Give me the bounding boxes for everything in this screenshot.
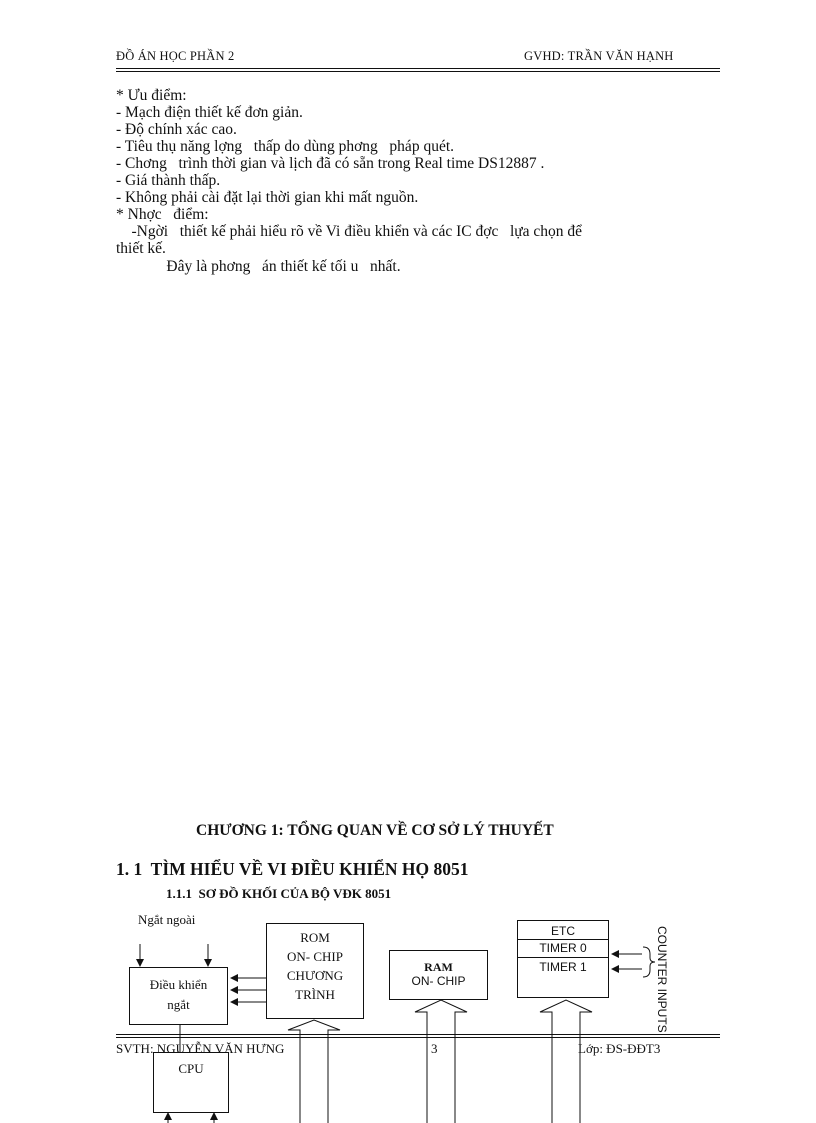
interrupt-control-block <box>129 967 228 1025</box>
header-right: GVHD: TRẦN VĂN HẠNH <box>524 49 674 63</box>
body-line-10: thiết kế. <box>116 240 166 257</box>
body-line-9: -Ngời thiết kế phải hiểu rõ về Vi điều khiển và các IC đợc lựa chọn để <box>116 223 583 240</box>
body-line-4: - Tiêu thụ năng lợng thấp do dùng phơng pháp quét. <box>116 138 455 155</box>
timer1-label: TIMER 1 <box>539 960 587 974</box>
external-interrupt-label: Ngắt ngoài <box>138 912 196 927</box>
footer-student: SVTH: NGUYỄN VĂN HƯNG <box>116 1041 285 1056</box>
cpu-label: CPU <box>178 1061 204 1076</box>
footer-rule-2 <box>116 1037 720 1038</box>
body-line-5: - Chơng trình thời gian và lịch đã có sẵn trong Real time DS12887 . <box>116 155 545 172</box>
timer0-label: TIMER 0 <box>539 941 587 955</box>
rom-line-1: ROM <box>300 930 330 945</box>
header-left: ĐỒ ÁN HỌC PHẦN 2 <box>116 49 235 63</box>
chapter-title: CHƯƠNG 1: TỔNG QUAN VỀ CƠ SỞ LÝ THUYẾT <box>196 822 554 839</box>
ram-line-2: ON- CHIP <box>411 974 466 988</box>
counter-inputs-label: COUNTER INPUTS <box>655 926 669 1033</box>
body-line-7: - Không phải cài đặt lại thời gian khi mất nguồn. <box>116 189 419 206</box>
subsection-title: 1.1.1 SƠ ĐỒ KHỐI CỦA BỘ VĐK 8051 <box>166 886 392 901</box>
body-line-8: * Nhợc điểm: <box>116 206 209 223</box>
etc-label: ETC <box>551 924 575 938</box>
footer-page-number: 3 <box>431 1041 438 1056</box>
rom-line-3: CHƯƠNG <box>286 968 344 983</box>
ram-block <box>389 950 488 1000</box>
interrupt-control-line-1: Điều khiển <box>149 977 208 992</box>
body-line-6: - Giá thành thấp. <box>116 172 221 189</box>
timer-block <box>517 920 609 998</box>
rom-block <box>266 923 364 1019</box>
rom-line-4: TRÌNH <box>295 987 335 1002</box>
footer-rule <box>116 1034 720 1035</box>
body-line-2: - Mạch điện thiết kế đơn giản. <box>116 104 303 121</box>
ram-line-1: RAM <box>424 960 453 974</box>
body-line-3: - Độ chính xác cao. <box>116 121 237 138</box>
section-title: 1. 1 TÌM HIỂU VỀ VI ĐIỀU KHIỂN HỌ 8051 <box>116 859 469 879</box>
footer-class: Lớp: ĐS-ĐĐT3 <box>578 1041 661 1056</box>
body-line-11: Đây là phơng án thiết kế tối u nhất. <box>116 258 401 275</box>
body-line-1: * Ưu điểm: <box>116 87 187 104</box>
rom-line-2: ON- CHIP <box>287 949 343 964</box>
timer-divider-2 <box>518 957 608 958</box>
interrupt-control-line-2: ngắt <box>167 997 190 1012</box>
cpu-block <box>153 1052 229 1113</box>
